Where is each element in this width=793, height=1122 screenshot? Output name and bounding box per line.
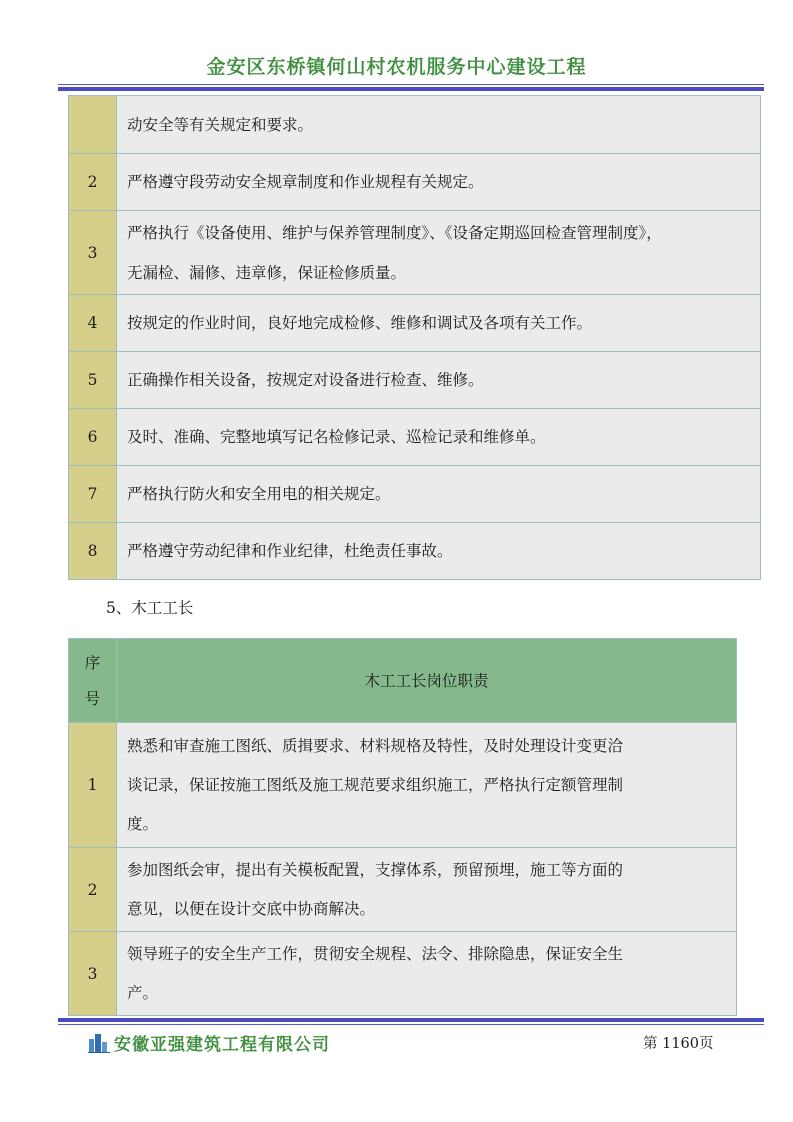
- row-text: 正确操作相关设备，按规定对设备进行检查、维修。: [117, 352, 761, 409]
- section-heading: 5、木工工长: [106, 599, 194, 617]
- row-text-line: 产。: [127, 983, 159, 1002]
- column-header-title: 木工工长岗位职责: [117, 639, 737, 723]
- duty-table-continued: [68, 95, 761, 580]
- row-text-line: 熟悉和审查施工图纸、质揖要求、材料规格及特性，及时处理设计变更洽: [127, 736, 624, 755]
- table-row: [69, 523, 761, 580]
- row-number: 6: [69, 409, 117, 466]
- carpenter-foreman-duty-table: [68, 638, 737, 1016]
- building-logo-icon: [88, 1033, 110, 1058]
- row-text: 按规定的作业时间，良好地完成检修、维修和调试及各项有关工作。: [117, 295, 761, 352]
- row-number: 3: [69, 211, 117, 295]
- row-text: 严格遵守段劳动安全规章制度和作业规程有关规定。: [117, 154, 761, 211]
- row-number: 2: [69, 154, 117, 211]
- table-row: [69, 932, 737, 1016]
- row-text-line: 意见，以便在设计交底中协商解决。: [127, 899, 376, 918]
- footer-rule-thick: [58, 1018, 764, 1022]
- row-number: 1: [69, 723, 117, 848]
- table-header-row: [69, 639, 737, 723]
- footer-company-name: 安徽亚强建筑工程有限公司: [114, 1035, 330, 1055]
- table-row: [69, 723, 737, 848]
- row-text: [117, 932, 737, 1016]
- footer-company: [88, 1030, 330, 1058]
- table-row: [69, 295, 761, 352]
- row-text: 严格遵守劳动纪律和作业纪律，杜绝责任事故。: [117, 523, 761, 580]
- row-text-line: 度。: [127, 814, 159, 833]
- page-title: 金安区东桥镇何山村农机服务中心建设工程: [206, 56, 587, 78]
- column-header-number: [69, 639, 117, 723]
- row-number: 4: [69, 295, 117, 352]
- table-row: [69, 211, 761, 295]
- row-number: 8: [69, 523, 117, 580]
- header-rule-thin: [58, 84, 764, 85]
- table-row: [69, 409, 761, 466]
- row-text-line: 无漏检、漏修、违章修，保证检修质量。: [127, 263, 407, 282]
- row-number: 2: [69, 848, 117, 932]
- table-row: [69, 96, 761, 154]
- row-text-line: 谈记录，保证按施工图纸及施工规范要求组织施工，严格执行定额管理制: [127, 775, 624, 794]
- row-text: [117, 211, 761, 295]
- header-number-line: 号: [84, 689, 101, 708]
- header-rule-thick: [58, 87, 764, 91]
- row-text-line: 严格执行《设备使用、维护与保养管理制度》、《设备定期巡回检查管理制度》，: [127, 223, 662, 242]
- row-number: 3: [69, 932, 117, 1016]
- page-number: 第 1160页: [643, 1036, 714, 1052]
- footer-rule-thin: [58, 1024, 764, 1025]
- row-text: 及时、准确、完整地填写记名检修记录、巡检记录和维修单。: [117, 409, 761, 466]
- table-row: [69, 848, 737, 932]
- row-text: 严格执行防火和安全用电的相关规定。: [117, 466, 761, 523]
- table-row: [69, 352, 761, 409]
- row-number: 7: [69, 466, 117, 523]
- row-text: [117, 848, 737, 932]
- row-number: 5: [69, 352, 117, 409]
- row-text-line: 领导班子的安全生产工作，贯彻安全规程、法令、排除隐患，保证安全生: [127, 944, 624, 963]
- row-text-line: 参加图纸会审，提出有关模板配置，支撑体系，预留预埋，施工等方面的: [127, 860, 624, 879]
- row-number: [69, 96, 117, 154]
- header-number-line: 序: [84, 653, 101, 672]
- table-row: [69, 466, 761, 523]
- row-text: 动安全等有关规定和要求。: [117, 96, 761, 154]
- row-text: [117, 723, 737, 848]
- table-row: [69, 154, 761, 211]
